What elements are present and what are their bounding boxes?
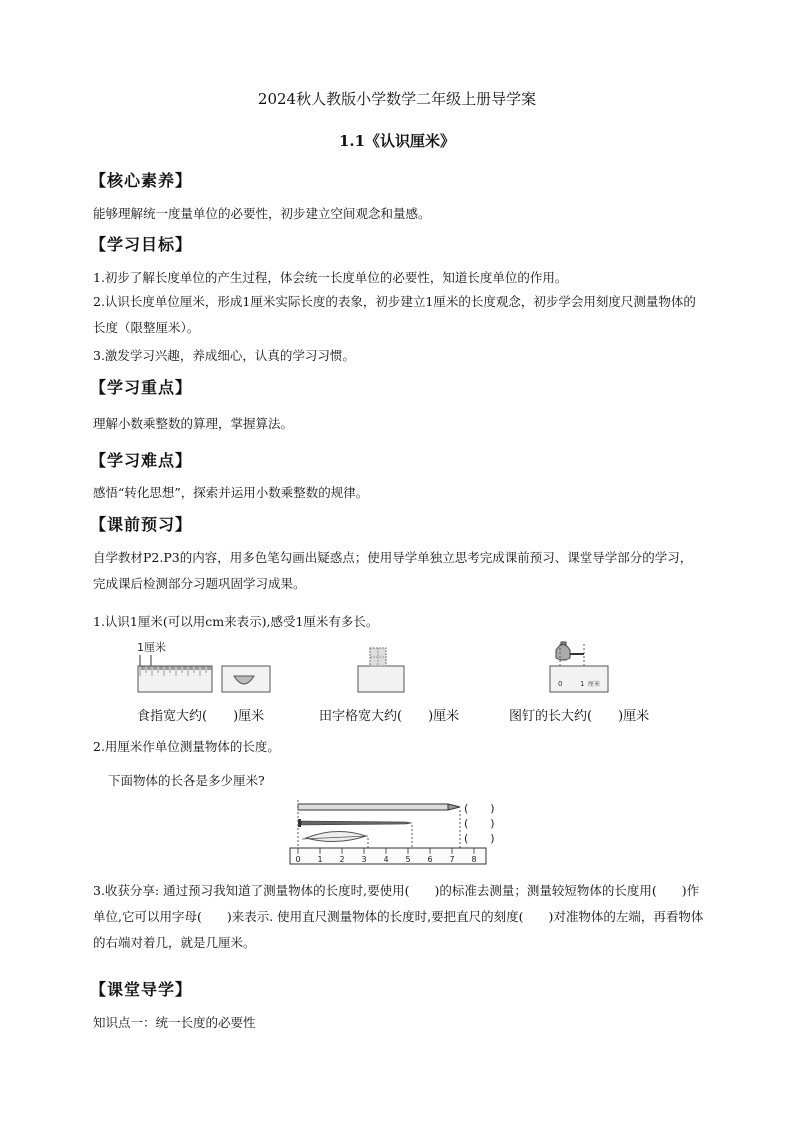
key-points-text: 理解小数乘整数的算理，掌握算法。 — [93, 416, 294, 431]
caption-finger: 食指宽大约( )厘米 — [137, 709, 265, 724]
preview-question-2: 2.用厘米作单位测量物体的长度。 — [93, 739, 280, 754]
measure-figure — [288, 798, 498, 866]
heading-preview: 【课前预习】 — [90, 515, 193, 534]
heading-goals: 【学习目标】 — [90, 235, 193, 254]
ruler-tick-label: 2 — [339, 855, 345, 864]
document-title: 2024秋人教版小学数学二年级上册导学案 — [257, 90, 537, 108]
goal-item: 1.初步了解长度单位的产生过程，体会统一长度单位的必要性，知道长度单位的作用。 — [93, 270, 568, 285]
pencil-tip — [448, 804, 460, 810]
ruler-tick-label: 7 — [449, 855, 455, 864]
preview-question-1: 1.认识1厘米(可以用cm来表示),感受1厘米有多长。 — [93, 614, 379, 629]
one-cm-figure — [130, 636, 550, 696]
heading-difficulties: 【学习难点】 — [90, 451, 193, 470]
goal-item: 3.激发学习兴趣，养成细心，认真的学习习惯。 — [93, 348, 355, 363]
ruler-tick-label: 4 — [383, 855, 389, 864]
difficulties-text: 感悟“转化思想”，探索并运用小数乘整数的规律。 — [93, 485, 369, 500]
preview-question-2-sub: 下面物体的长各是多少厘米? — [108, 773, 265, 788]
goal-item: 2.认识长度单位厘米，形成1厘米实际长度的表象，初步建立1厘米的长度观念，初步学会用刻度尺测量物体的长度（限整厘米）。 — [93, 294, 696, 335]
ruler-tick-label: 1 — [317, 855, 323, 864]
pushpin-figure — [548, 640, 610, 694]
ruler-tick-label: 0 — [295, 855, 301, 864]
answer-blank-feather: ( ) — [464, 832, 495, 845]
svg-text:0: 0 — [558, 680, 563, 688]
ruler-tick-label: 8 — [471, 855, 477, 864]
ruler-tick-label: 6 — [427, 855, 433, 864]
pushpin-cap — [556, 645, 570, 661]
guide-text: 知识点一：统一长度的必要性 — [93, 1015, 256, 1030]
lesson-title: 1.1《认识厘米》 — [338, 132, 456, 150]
one-cm-label: 1厘米 — [137, 641, 166, 654]
core-text: 能够理解统一度量单位的必要性，初步建立空间观念和量感。 — [93, 206, 431, 221]
heading-core: 【核心素养】 — [90, 171, 193, 190]
caption-grid: 田字格宽大约( )厘米 — [319, 709, 460, 724]
heading-key-points: 【学习重点】 — [90, 378, 193, 397]
ruler-tick-label: 5 — [405, 855, 411, 864]
pencil-body — [298, 804, 448, 810]
nail-body — [301, 821, 412, 825]
answer-blank-nail: ( ) — [464, 817, 495, 830]
pushpin-ruler-unit: 厘米 — [588, 681, 601, 688]
preview-question-3: 3.收获分享: 通过预习我知道了测量物体的长度时,要使用( )的标准去测量；测量较短物体的长度用( )作单位,它可以用字母( )来表示. 使用直尺测量物体的长度时,要把直尺的刻度( )对准物体的左端，再看物体的右端对着几，就是几厘米。 — [93, 883, 704, 950]
ruler-pushpin — [550, 666, 608, 692]
preview-intro: 自学教材P2.P3的内容，用多色笔勾画出疑惑点；使用导学单独立思考完成课前预习、课堂导学部分的学习，完成课后检测部分习题巩固学习成果。 — [93, 550, 693, 591]
caption-pushpin: 图钉的长大约( )厘米 — [509, 709, 650, 724]
answer-blank-pencil: ( ) — [464, 802, 495, 815]
ruler-tick-label: 3 — [361, 855, 367, 864]
ruler-grid — [358, 666, 404, 692]
heading-guide: 【课堂导学】 — [90, 980, 193, 999]
svg-text:1: 1 — [580, 680, 585, 688]
